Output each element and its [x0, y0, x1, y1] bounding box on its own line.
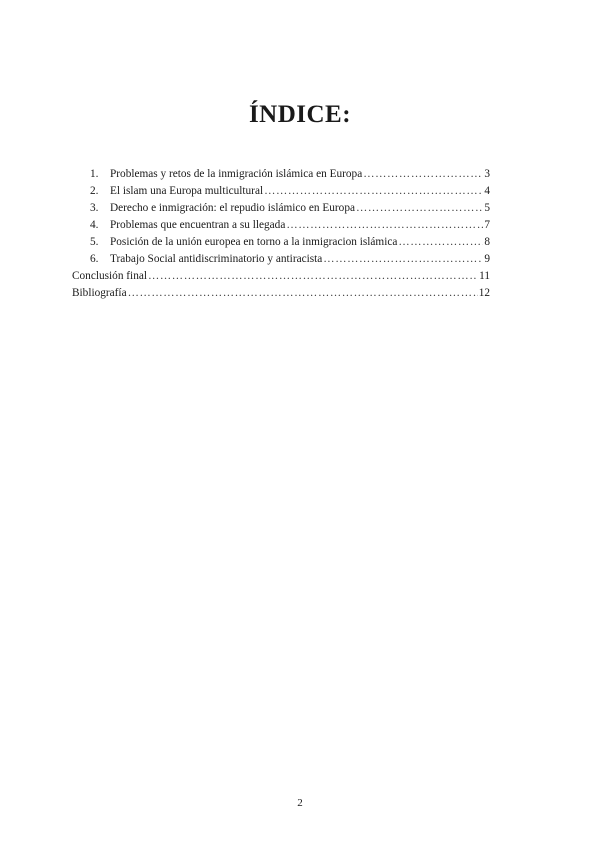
toc-entry-4[interactable]: [90, 217, 490, 234]
toc-entry-label: Bibliografía: [72, 287, 127, 299]
toc-dot-leader: [356, 200, 483, 217]
toc-entry-page: 3: [484, 168, 490, 180]
toc-entry-number: 6.: [90, 253, 99, 265]
toc-entry-label: El islam una Europa multicultural: [110, 185, 264, 197]
toc-entry-number: 5.: [90, 236, 99, 248]
toc-entry-label: Trabajo Social antidiscriminatorio y antiracista: [110, 253, 323, 265]
page-number: 2: [297, 797, 303, 809]
toc-entry-page: 7: [484, 219, 490, 231]
toc-entry-number: 2.: [90, 185, 99, 197]
toc-entry-page: 8: [484, 236, 490, 248]
toc-entry-1[interactable]: [90, 166, 490, 183]
toc-entry-page: 5: [484, 202, 490, 214]
toc-entry-label: Posición de la unión europea en torno a la inmigracion islámica: [110, 236, 398, 248]
toc-entry-number: 1.: [90, 168, 99, 180]
toc-entry-label: Conclusión final: [72, 270, 147, 282]
toc-dot-leader: [128, 285, 478, 302]
toc-dot-leader: [363, 166, 483, 183]
toc-entry-6[interactable]: [90, 251, 490, 268]
toc-entry-2[interactable]: [90, 183, 490, 200]
page-title: ÍNDICE:: [248, 101, 352, 128]
toc-entry-page: 11: [479, 270, 490, 282]
toc-dot-leader: [148, 268, 478, 285]
toc-entry-label: Derecho e inmigración: el repudio islámico en Europa: [110, 202, 355, 214]
toc-dot-leader: [264, 183, 483, 200]
toc-entry-page: 12: [478, 287, 490, 299]
toc-entry-number: 3.: [90, 202, 99, 214]
toc-entry-page: 9: [484, 253, 490, 265]
toc-entry-number: 4.: [90, 219, 99, 231]
toc-entry-label: Problemas que encuentran a su llegada: [110, 219, 286, 231]
toc-dot-leader: [398, 234, 483, 251]
toc-dot-leader: [286, 217, 483, 234]
toc-entry-3[interactable]: [90, 200, 490, 217]
toc-entry-page: 4: [484, 185, 490, 197]
toc-entry-label: Problemas y retos de la inmigración islámica en Europa: [110, 168, 363, 180]
toc-entry-bibliography[interactable]: [72, 285, 490, 302]
toc-entry-5[interactable]: [90, 234, 490, 251]
toc-dot-leader: [323, 251, 483, 268]
toc-entry-conclusion[interactable]: [72, 268, 490, 285]
